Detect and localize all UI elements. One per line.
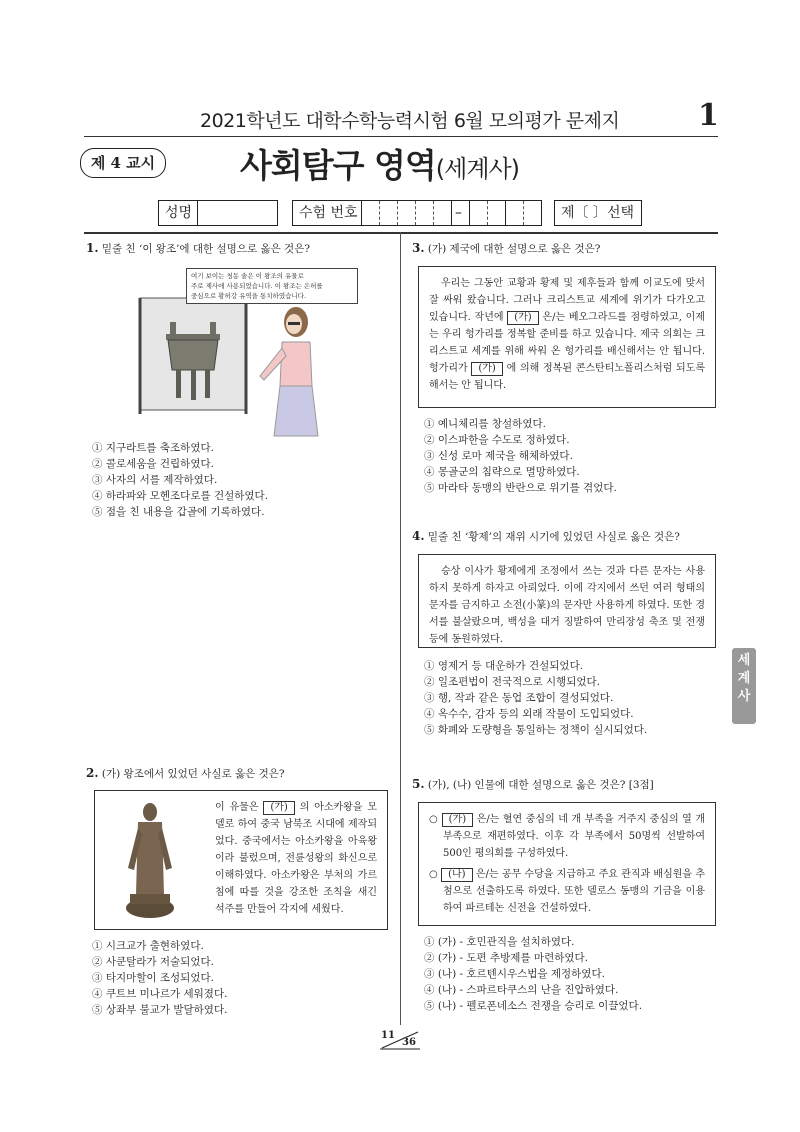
subject-sub: (세계사) [435,155,520,183]
choice-3[interactable]: ③ (나) - 호르텐시우스법을 제정하였다. [424,968,605,980]
q5-item-ga [429,811,705,862]
elective-select-field[interactable] [554,200,642,226]
answer-blank: (가) [442,813,473,827]
q5-item-na [429,866,705,917]
source-text: 의 아소카왕을 모델로 하여 중국 남북조 시대에 제작되었다. 중국에서는 아소카왕을 아육왕이라 불렀으며, 전륜성왕의 화신으로 이해하였다. 아소카왕은 부처의 가르침에 따를 것을 강조한 조칙을 새긴 석주를 만들어 각지에 세웠다. [215,802,378,915]
choice-5[interactable]: ⑤ (나) - 펠로폰네소스 전쟁을 승리로 이끌었다. [424,1000,643,1012]
question-number: 1. [86,241,99,255]
page-number: 1 [698,98,719,133]
current-page: 11 [381,1030,395,1041]
q3-source-box [418,266,716,408]
question-number: 2. [86,766,99,780]
answer-blank: (가) [471,362,502,376]
choice-3[interactable]: ③ 신성 로마 제국을 해체하였다. [424,450,573,462]
question-text: (가) 제국에 대한 설명으로 옳은 것은? [427,243,601,255]
choice-4[interactable]: ④ 몽골군의 침략으로 멸망하였다. [424,466,580,478]
choice-2[interactable]: ② 이스파한을 수도로 정하였다. [424,434,570,446]
question-number: 4. [412,529,425,543]
elective-select-label: 제〔 〕선택 [561,205,635,221]
choice-1[interactable]: ① 지구라트를 축조하였다. [92,442,214,454]
name-label: 성명 [165,205,193,221]
choice-3[interactable]: ③ 사자의 서를 제작하였다. [92,474,218,486]
exam-number-dash: – [455,205,462,221]
source-text: 우리는 그동안 교황과 황제 및 제후들과 함께 이교도에 맞서 잘 싸워 왔습니다. 그러나 크리스트교 세계에 위기가 다가오고 있습니다. 작년에 [429,278,705,323]
source-text: 은/는 베오그라드를 점령하였고, 이제는 우리 헝가리를 정복할 준비를 하고 있습니다. 제국 의회는 크리스트교 세계를 위해 싸워 온 헝가리를 배신해서는 안 됩니다. 헝가리가 [429,312,705,374]
choice-3[interactable]: ③ 행, 작과 같은 동업 조합이 결성되었다. [424,692,614,704]
subject-main: 사회탐구 영역 [240,146,436,185]
q3-choices [424,416,720,496]
exam-digit [469,201,470,225]
teacher-illustration [252,296,332,446]
bullet: ○ [429,869,438,880]
source-text: 은/는 공무 수당을 지급하고 주요 관직과 배심원을 추첨으로 선출하도록 하였다. 또한 델로스 동맹의 기금을 이용하여 파르테논 신전을 건설하였다. [443,869,705,914]
question-2 [86,765,386,782]
choice-5[interactable]: ⑤ 점을 친 내용을 갑골에 기록하였다. [92,506,265,518]
choice-4[interactable]: ④ 옥수수, 감자 등의 외래 작물이 도입되었다. [424,708,634,720]
question-5 [412,776,722,793]
header-divider [84,136,718,137]
q4-choices [424,658,720,738]
choice-2[interactable]: ② 일조편법이 전국적으로 시행되었다. [424,676,600,688]
choice-1[interactable]: ① 예니체리를 창설하였다. [424,418,546,430]
period-badge: 제 4 교시 [80,148,166,178]
choice-2[interactable]: ② 사쿤탈라가 저술되었다. [92,956,214,968]
q5-choices [424,934,720,1014]
exam-title: 2021학년도 대학수학능력시험 6월 모의평가 문제지 [200,110,620,132]
exam-digit [415,201,416,225]
q5-source-box [418,802,716,926]
speech-line: 주로 제사에 사용되었습니다. 이 왕조는 은허를 [191,282,323,290]
question-number: 3. [412,241,425,255]
choice-3[interactable]: ③ 타지마할이 조성되었다. [92,972,214,984]
top-rule [84,232,718,234]
question-4 [412,528,722,545]
exam-digit [505,201,506,225]
choice-4[interactable]: ④ 하라파와 모헨조다로를 건설하였다. [92,490,268,502]
name-box [197,201,198,225]
answer-blank: (가) [507,311,538,325]
q2-choices [92,938,382,1018]
choice-2[interactable]: ② 콜로세움을 건립하였다. [92,458,214,470]
exam-digit [487,201,488,225]
column-divider [400,232,401,1025]
answer-blank: (가) [263,801,294,815]
exam-number-label: 수험 번호 [299,205,358,221]
choice-4[interactable]: ④ (나) - 스파르타쿠스의 난을 진압하였다. [424,984,619,996]
question-text: 밑줄 친 ‘이 왕조’에 대한 설명으로 옳은 것은? [101,243,310,255]
bullet: ○ [429,814,439,825]
subject-title [240,140,519,187]
choice-2[interactable]: ② (가) - 도편 추방제를 마련하였다. [424,952,588,964]
speech-line: 여기 보이는 청동 솥은 이 왕조의 유물로 [191,272,304,280]
question-number: 5. [412,777,425,791]
choice-4[interactable]: ④ 쿠트브 미나르가 세워졌다. [92,988,228,1000]
choice-5[interactable]: ⑤ 상좌부 불교가 발달하였다. [92,1004,228,1016]
question-text: 밑줄 친 ‘황제’의 재위 시기에 있었던 사실로 옳은 것은? [427,531,680,543]
page-footer [378,1030,422,1050]
answer-blank: (나) [441,868,472,882]
q1-choices [92,440,382,520]
source-text: 은/는 혈연 중심의 네 개 부족을 거주지 중심의 열 개 부족으로 재편하였다. 이후 각 부족에서 50명씩 선발하여 500인 평의회를 구성하였다. [443,814,706,859]
exam-digit [523,201,524,225]
speech-line: 중심으로 황허강 유역을 통치하였습니다. [191,292,307,300]
q4-source-box [418,554,716,648]
source-text: 에 의해 정복된 콘스탄티노폴리스처럼 되도록 해서는 안 됩니다. [429,363,705,391]
choice-1[interactable]: ① (가) - 호민관직을 설치하였다. [424,936,575,948]
subject-side-tab [732,648,756,724]
question-text: (가) 왕조에서 있었던 사실로 옳은 것은? [101,768,285,780]
choice-5[interactable]: ⑤ 마라타 동맹의 반란으로 위기를 겪었다. [424,482,617,494]
exam-digit [397,201,398,225]
exam-digit [433,201,434,225]
source-text: 이 유물은 [215,802,259,813]
question-3 [412,240,722,257]
question-text: (가), (나) 인물에 대한 설명으로 옳은 것은? [3점] [427,779,654,791]
exam-digit [451,201,452,225]
choice-5[interactable]: ⑤ 화폐와 도량형을 통일하는 정책이 실시되었다. [424,724,648,736]
question-1 [86,240,386,257]
exam-number-field[interactable] [292,200,542,226]
exam-digit [379,201,380,225]
choice-1[interactable]: ① 영제거 등 대운하가 건설되었다. [424,660,584,672]
buddha-statue-illustration [118,798,182,924]
total-pages: 36 [402,1037,416,1048]
bronze-vessel-illustration [138,296,248,416]
choice-1[interactable]: ① 시크교가 출현하였다. [92,940,204,952]
side-tab-label: 세계사 [737,653,751,704]
name-field[interactable] [158,200,278,226]
exam-digit [361,201,362,225]
source-text: 승상 이사가 황제에게 조정에서 쓰는 것과 다른 문자는 사용하지 못하게 하자고 아뢰었다. 이에 각지에서 쓰던 여러 형태의 문자를 금지하고 소전(小篆)의 문자만 사용하게 하였다. 또한 경서를 불살랐으며, 백성을 대거 징발하여 만리장성 축조 및 전쟁 등에 동원하였다. [429,566,705,645]
